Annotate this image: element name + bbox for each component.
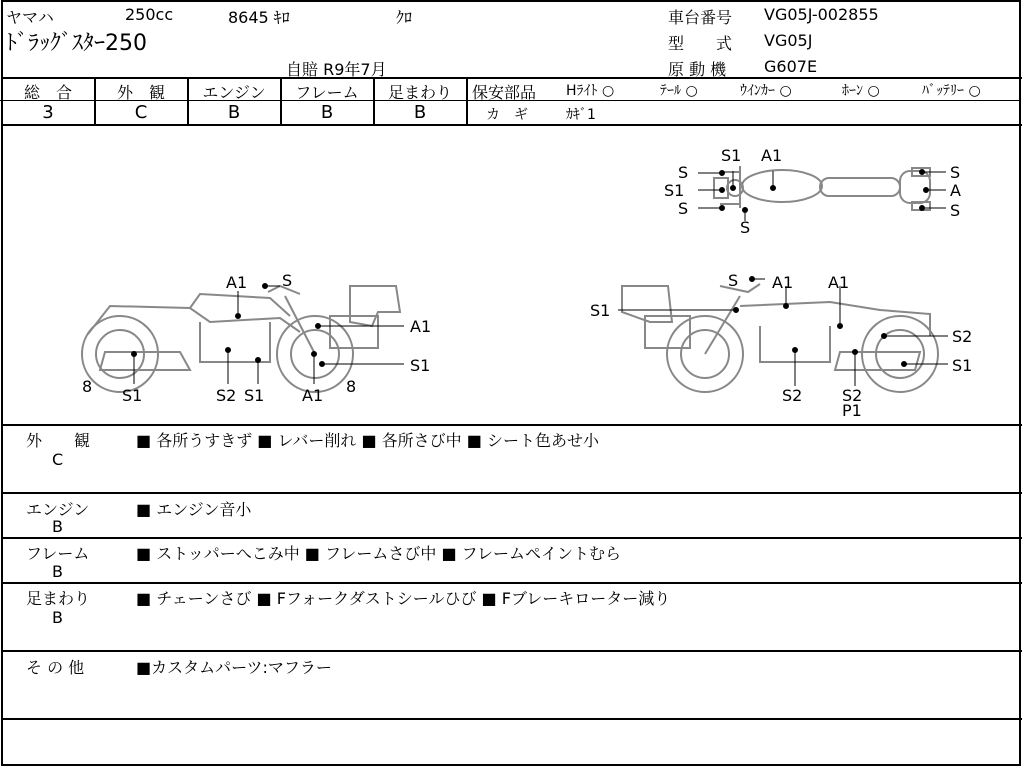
motorcycle-right-view xyxy=(622,284,938,392)
diagram-label: S2 xyxy=(782,386,803,405)
diagram-label: S xyxy=(950,163,961,182)
diagram-label: S1 xyxy=(244,386,265,405)
diagram-label: S2 xyxy=(842,386,863,405)
diagram-label: P1 xyxy=(842,401,862,420)
diagram-label: A1 xyxy=(302,386,324,405)
diagram-label: S2 xyxy=(952,327,973,346)
frame-no: VG05J-002855 xyxy=(764,5,879,24)
diagram-label: S1 xyxy=(952,356,973,375)
comment-text: ■ エンジン音小 xyxy=(136,500,252,519)
safety-battery: ﾊﾞｯﾃﾘｰ ○ xyxy=(922,83,981,99)
diagram-label: S1 xyxy=(721,146,742,165)
safety-taillight: ﾃｰﾙ ○ xyxy=(660,83,698,99)
comment-text: ■ 各所うすきず ■ レバー削れ ■ 各所さび中 ■ シート色あせ小 xyxy=(136,431,599,450)
diagram-label: S xyxy=(950,201,961,220)
model-name: ﾄﾞﾗｯｸﾞｽﾀｰ250 xyxy=(6,31,147,56)
diagram-label: S2 xyxy=(216,386,237,405)
comment-label: そ の 他 xyxy=(26,658,85,677)
comment-grade: B xyxy=(52,562,63,581)
divider xyxy=(466,100,1021,101)
frame-no-label: 車台番号 xyxy=(668,8,733,27)
comment-text: ■ チェーンさび ■ Fフォークダストシールひび ■ Fブレーキローター減り xyxy=(136,589,671,608)
divider xyxy=(1,650,1022,652)
key-label: カ ギ xyxy=(486,107,528,123)
grade-label-engine: エンジン xyxy=(202,83,266,102)
damage-diagram xyxy=(0,126,1022,424)
grade-value-overall: 3 xyxy=(42,102,54,123)
diagram-label: S xyxy=(678,163,689,182)
diagram-label: S xyxy=(678,199,689,218)
diagram-label: A1 xyxy=(761,146,783,165)
grade-value-engine: B xyxy=(227,102,241,123)
diagram-label: A1 xyxy=(410,317,432,336)
grade-label-exterior: 外 観 xyxy=(116,83,165,102)
insurance: 自賠 R9年7月 xyxy=(286,60,387,79)
diagram-label: 8 xyxy=(346,377,357,396)
diagram-label: 8 xyxy=(82,377,93,396)
diagram-label: S xyxy=(728,271,739,290)
safety-headlight: Hﾗｲﾄ ○ xyxy=(566,83,615,99)
type-value: VG05J xyxy=(764,31,813,50)
grade-value-suspension: B xyxy=(413,102,427,123)
comment-grade: B xyxy=(52,517,63,536)
diagram-label: S xyxy=(282,271,293,290)
diagram-label: A xyxy=(950,181,961,200)
comment-grade: C xyxy=(52,450,64,469)
grade-value-exterior: C xyxy=(134,102,148,123)
diagram-label: A1 xyxy=(828,273,850,292)
maker: ヤマハ xyxy=(6,8,54,27)
divider xyxy=(1,77,1022,79)
displacement: 250cc xyxy=(125,5,174,24)
diagram-label: A1 xyxy=(772,273,794,292)
type-label: 型 式 xyxy=(668,34,733,53)
diagram-label: S1 xyxy=(590,301,611,320)
motorcycle-top-view xyxy=(714,166,930,210)
divider xyxy=(1,424,1022,426)
comment-label: 足まわり xyxy=(26,589,91,608)
comment-text: ■カスタムパーツ:マフラー xyxy=(136,658,332,677)
color: ｸﾛ xyxy=(396,8,413,27)
grade-label-frame: フレーム xyxy=(295,83,359,102)
comment-label: 外 観 xyxy=(26,431,91,450)
key-value: ｶｷﾞ1 xyxy=(566,107,596,123)
diagram-label: S1 xyxy=(410,356,431,375)
diagram-label: S1 xyxy=(664,181,685,200)
divider xyxy=(1,537,1022,539)
divider xyxy=(1,718,1022,720)
engine-label: 原 動 機 xyxy=(668,60,727,79)
grade-label-overall: 総 合 xyxy=(23,83,72,102)
safety-label: 保安部品 xyxy=(472,83,537,102)
comment-label: エンジン xyxy=(26,500,90,519)
comment-label: フレーム xyxy=(26,544,90,563)
engine-value: G607E xyxy=(764,57,818,76)
diagram-label: S1 xyxy=(122,386,143,405)
grade-value-frame: B xyxy=(320,102,334,123)
grade-label-suspension: 足まわり xyxy=(387,83,452,102)
comment-text: ■ ストッパーへこみ中 ■ フレームさび中 ■ フレームペイントむら xyxy=(136,544,622,563)
comment-grade: B xyxy=(52,608,63,627)
diagram-label: A1 xyxy=(226,273,248,292)
mileage: 8645 ｷﾛ xyxy=(228,8,290,27)
safety-horn: ﾎｰﾝ ○ xyxy=(842,83,880,99)
divider xyxy=(1,492,1022,494)
safety-winker: ｳｲﾝｶｰ ○ xyxy=(740,83,792,99)
divider xyxy=(1,582,1022,584)
diagram-label: S xyxy=(740,218,751,237)
